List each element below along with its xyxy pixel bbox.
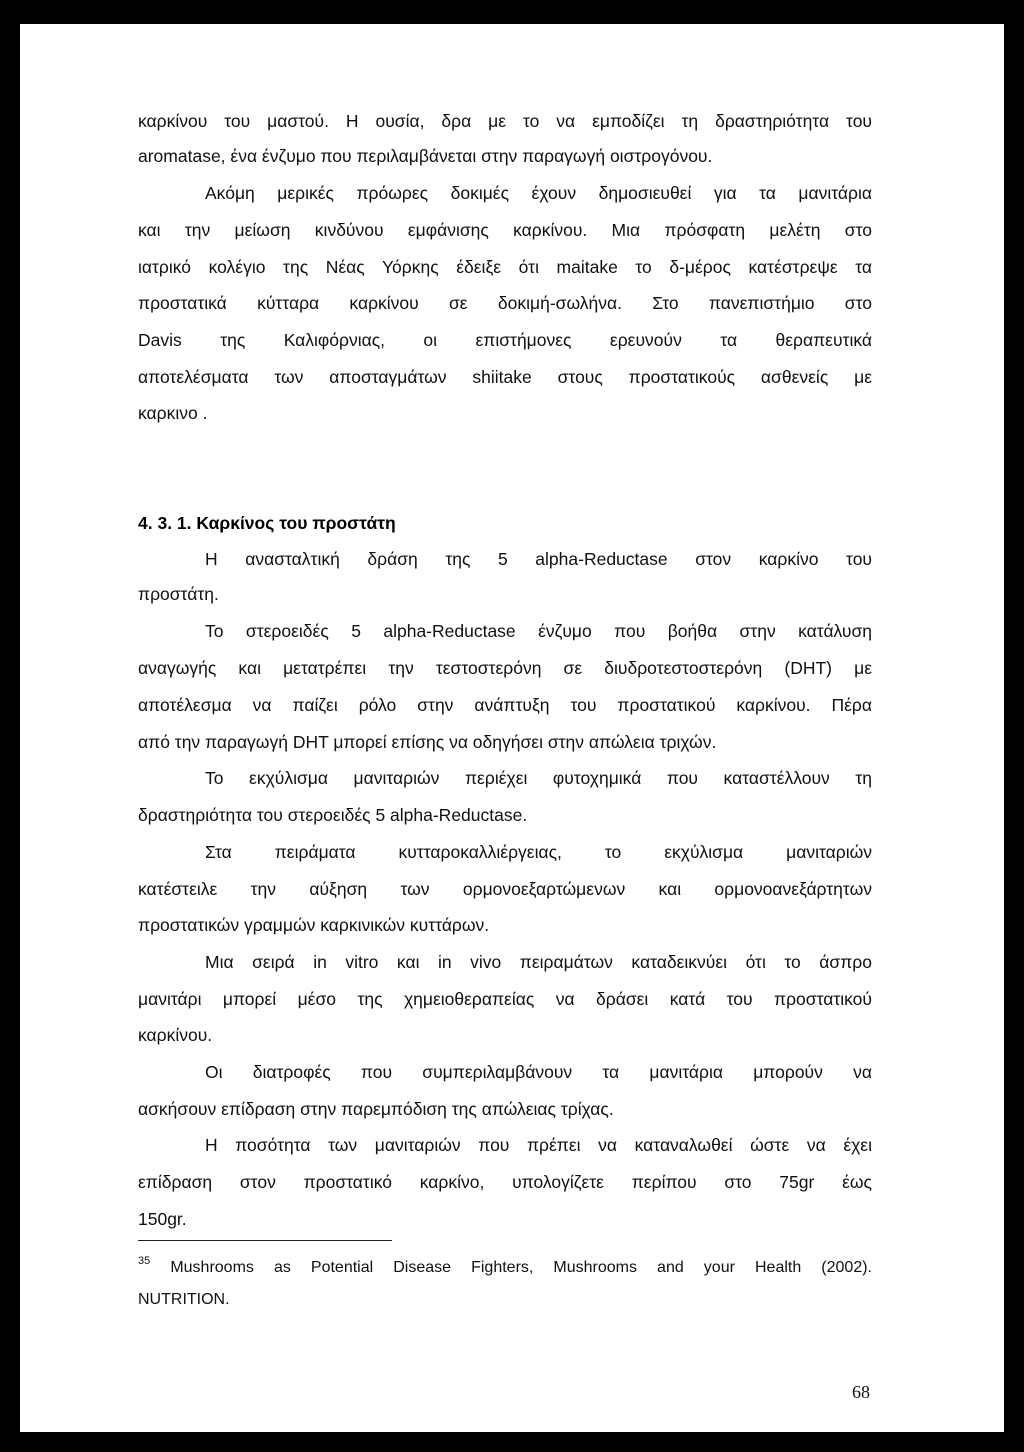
body-line: αποτελέσματα των αποσταγμάτων shiitake στους προστατικούς ασθενείς με <box>138 367 872 387</box>
body-line: Ακόμη μερικές πρόωρες δοκιμές έχουν δημοσιευθεί για τα μανιτάρια <box>205 183 872 203</box>
footnote-separator <box>138 1240 392 1241</box>
body-line: aromatase, ένα ένζυμο που περιλαμβάνεται στην παραγωγή οιστρογόνου. <box>138 146 713 166</box>
body-line: 150gr. <box>138 1209 187 1229</box>
body-line: Οι διατροφές που συμπεριλαμβάνουν τα μανιτάρια μπορούν να <box>205 1062 872 1082</box>
body-line: αποτέλεσμα να παίζει ρόλο στην ανάπτυξη του προστατικού καρκίνου. Πέρα <box>138 695 872 715</box>
body-line: ασκήσουν επίδραση στην παρεμπόδιση της απώλειας τρίχας. <box>138 1099 614 1119</box>
body-line: προστατικά κύτταρα καρκίνου σε δοκιμή-σωλήνα. Στο πανεπιστήμιο στο <box>138 293 872 313</box>
page-number: 68 <box>852 1382 870 1402</box>
body-line: Η ποσότητα των μανιταριών που πρέπει να καταναλωθεί ώστε να έχει <box>205 1135 872 1155</box>
footnote-continuation: NUTRITION. <box>138 1291 230 1308</box>
body-line: Το εκχύλισμα μανιταριών περιέχει φυτοχημικά που καταστέλλουν τη <box>205 768 872 788</box>
body-line: Davis της Καλιφόρνιας, οι επιστήμονες ερευνούν τα θεραπευτικά <box>138 330 872 350</box>
body-line: μανιτάρι μπορεί μέσο της χημειοθεραπείας να δράσει κατά του προστατικού <box>138 989 872 1009</box>
body-line: προστατικών γραμμών καρκινικών κυττάρων. <box>138 915 490 935</box>
body-line: επίδραση στον προστατικό καρκίνο, υπολογίζετε περίπου στο 75gr έως <box>138 1172 872 1192</box>
body-line: και την μείωση κινδύνου εμφάνισης καρκίνου. Μια πρόσφατη μελέτη στο <box>138 220 872 240</box>
body-line: καρκίνου του μαστού. Η ουσία, δρα με το να εμποδίζει τη δραστηριότητα του <box>138 111 872 131</box>
body-line: Το στεροειδές 5 alpha-Reductase ένζυμο που βοήθα στην κατάλυση <box>205 621 872 641</box>
footnote-number: 35 <box>138 1255 151 1267</box>
body-line: κατέστειλε την αύξηση των ορμονοεξαρτώμενων και ορμονοανεξάρτητων <box>138 879 872 899</box>
body-line: Μια σειρά in vitro και in vivo πειραμάτων καταδεικνύει ότι το άσπρο <box>205 952 872 972</box>
body-line: ιατρικό κολέγιο της Νέας Υόρκης έδειξε ότι maitake το δ-μέρος κατέστρεψε τα <box>138 257 872 277</box>
footnote-text: Mushrooms as Potential Disease Fighters, Mushrooms and your Health (2002). <box>170 1259 872 1276</box>
subtitle-line: Η ανασταλτική δράση της 5 alpha-Reductase στον καρκίνο του <box>205 549 872 569</box>
section-heading: 4. 3. 1. Καρκίνος του προστάτη <box>138 513 396 533</box>
body-line: καρκίνου. <box>138 1025 213 1045</box>
body-line: Στα πειράματα κυτταροκαλλιέργειας, το εκχύλισμα μανιταριών <box>205 842 872 862</box>
footnote <box>138 1255 872 1279</box>
body-line: από την παραγωγή DHT μπορεί επίσης να οδηγήσει στην απώλεια τριχών. <box>138 732 717 752</box>
subtitle-line: προστάτη. <box>138 584 219 604</box>
body-line: αναγωγής και μετατρέπει την τεστοστερόνη σε διυδροτεστοστερόνη (DHT) με <box>138 658 872 678</box>
body-line: δραστηριότητα του στεροειδές 5 alpha-Reductase. <box>138 805 528 825</box>
body-line: καρκινο . <box>138 403 208 423</box>
